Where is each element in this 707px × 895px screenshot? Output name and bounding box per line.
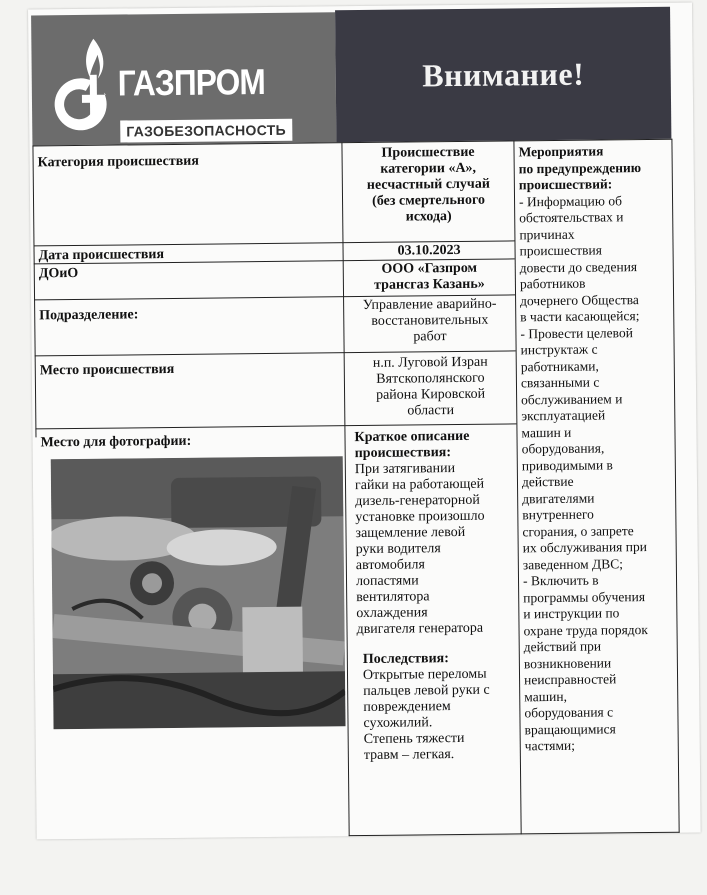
engine-photo-image bbox=[51, 456, 346, 729]
attention-banner bbox=[335, 7, 671, 143]
date-label: Дата происшествия bbox=[38, 247, 165, 264]
description-block bbox=[354, 428, 517, 764]
table-left-border bbox=[32, 145, 36, 437]
place-label: Место происшествия bbox=[39, 361, 175, 379]
category-value: Происшествие категории «А», несчастный случай (без смертельного исхода) bbox=[366, 144, 490, 225]
incident-photo bbox=[51, 456, 346, 729]
table-bottom-border bbox=[349, 832, 680, 836]
measures-text: - Информацию об обстоятельствах и причинах происшествия довести до сведения работников дочернего Общества в части касающейся; - Провести целевой инструктаж с работниками, связанными с обслуживанием и эксплуатацией машин и оборудования, приводимыми в действие двигателями внутреннего сгорания, о запрете их обслуживания при заведенном ДВС; - Включить в программы обучения и инструкции по охране труда порядок действий при возникновении неисправностей машин, оборудования с вращающимися частями; bbox=[518, 192, 649, 754]
logo-sub-text: ГАЗОБЕЗОПАСНОСТЬ bbox=[120, 119, 292, 143]
gazprom-logo-icon bbox=[45, 37, 120, 134]
division-value: Управление аварийно- восстановительных работ bbox=[362, 296, 497, 345]
logo-panel bbox=[31, 12, 336, 145]
photo-label: Место для фотографии: bbox=[40, 433, 192, 451]
description-text: При затягивании гайки на работающей дизель-генераторной установке произошло защемление левой руки водителя автомобиля лопастями вентилятора охлаждения двигателя генератора bbox=[354, 461, 485, 638]
safety-notice-sheet bbox=[28, 3, 701, 840]
attention-title: Внимание! bbox=[422, 55, 585, 94]
consequences-title: Последствия: bbox=[362, 651, 449, 668]
description-title: Краткое описание происшествия: bbox=[354, 428, 470, 462]
logo-brand-text: ГАЗПРОМ bbox=[117, 61, 266, 104]
doio-value: ООО «Газпром трансгаз Казань» bbox=[374, 260, 485, 293]
place-value: н.п. Луговой Изран Вятскополянского района Кировской области bbox=[372, 354, 488, 419]
category-label: Категория происшествия bbox=[37, 153, 199, 171]
measures-title: Мероприятия по предупреждению происшествий: bbox=[518, 143, 642, 193]
division-label: Подразделение: bbox=[39, 307, 139, 324]
date-value: 03.10.2023 bbox=[397, 242, 461, 259]
consequences-text: Открытые переломы пальцев левой руки с повреждением сухожилий. Степень тяжести травм – легкая. bbox=[362, 666, 490, 764]
measures-block bbox=[518, 143, 676, 755]
doio-label: ДОиО bbox=[38, 265, 79, 282]
